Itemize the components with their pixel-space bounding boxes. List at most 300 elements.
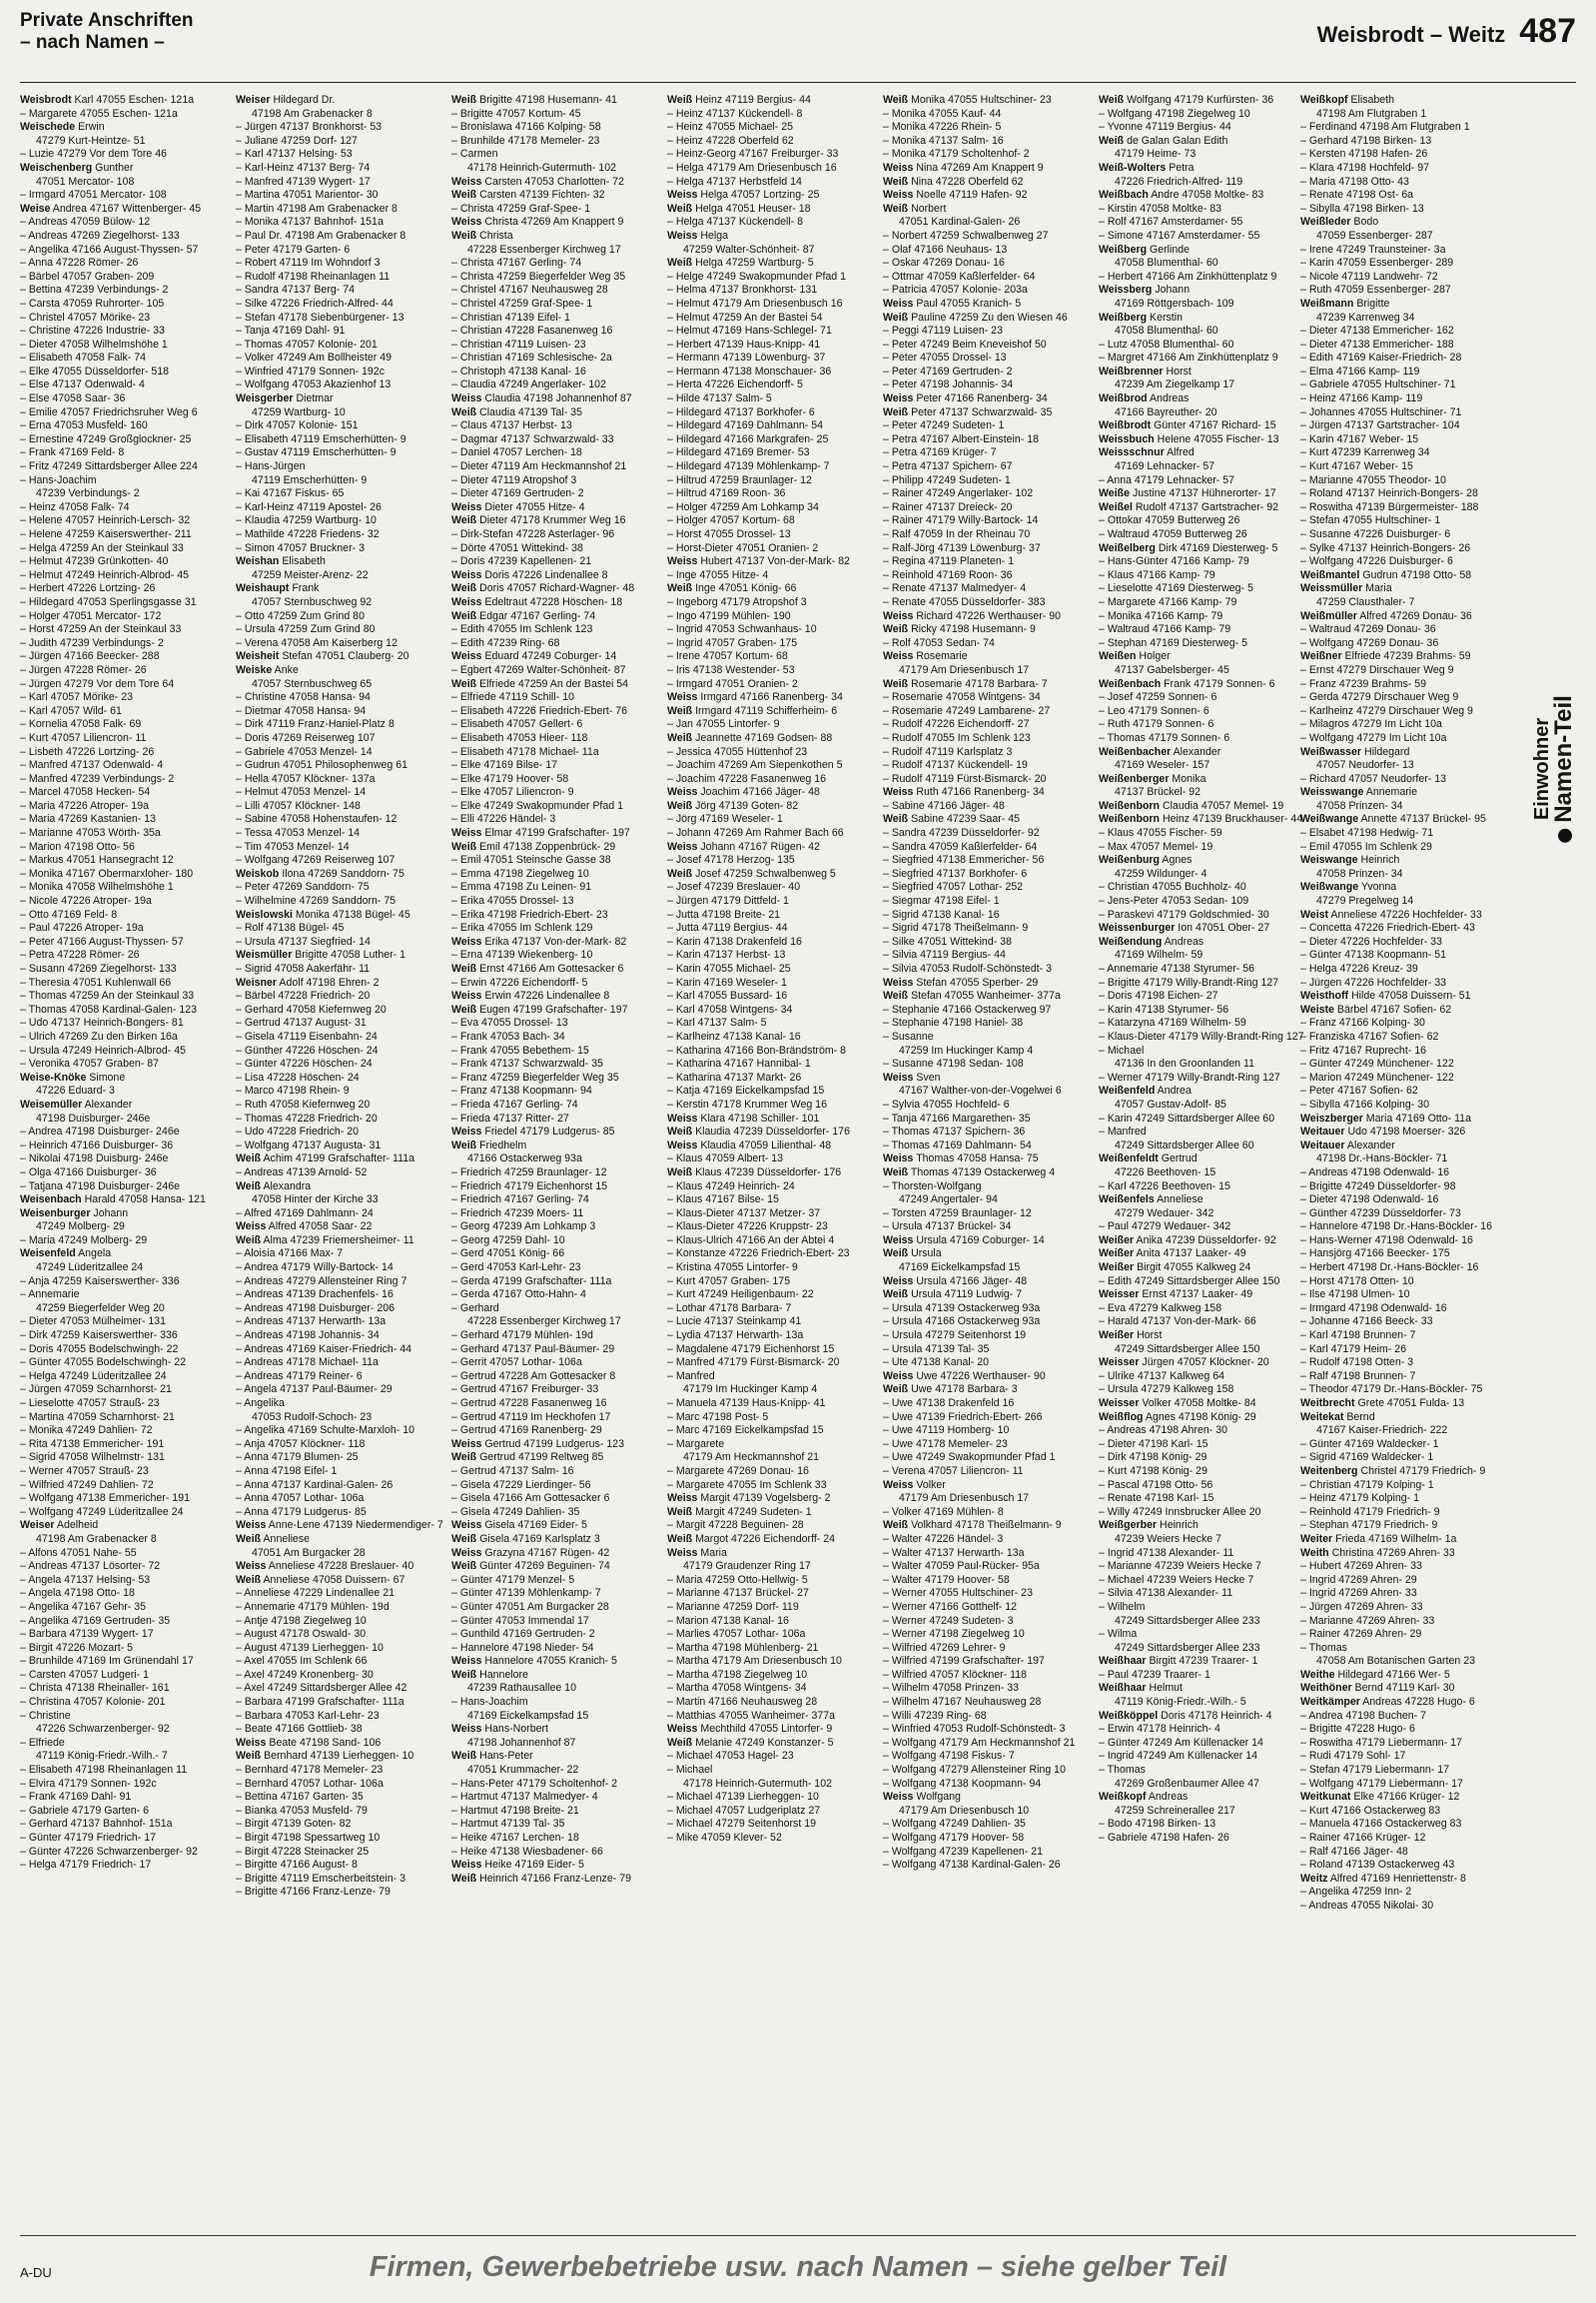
directory-entry: – Roland 47137 Heinrich-Bongers- 28 [1300, 487, 1478, 500]
directory-entry: – Heinrich 47166 Duisburger- 36 [20, 1139, 174, 1152]
directory-entry: Weiß Sabine 47239 Saar- 45 [883, 813, 1021, 826]
directory-entry: – Helga 47179 Am Driesenbusch 16 [667, 161, 837, 174]
directory-entry: 47179 Am Driesenbusch 10 [899, 1804, 1030, 1817]
directory-entry: 47249 Molberg- 29 [36, 1220, 125, 1233]
directory-entry: – Gerhard 47137 Bahnhof- 151a [20, 1818, 173, 1831]
directory-entry: – Sabine 47058 Hohenstaufen- 12 [236, 813, 398, 826]
directory-entry: – Horst 47178 Otten- 10 [1300, 1274, 1414, 1287]
directory-entry: – Wolfgang 47137 Augusta- 31 [236, 1139, 382, 1152]
directory-entry: Weiss Christa 47269 Am Knappert 9 [451, 216, 624, 229]
directory-entry: – Axel 47055 Im Schlenk 66 [236, 1655, 368, 1668]
directory-entry: – Walter 47226 Händel- 3 [883, 1532, 1004, 1545]
directory-entry: 47259 Schreinerallee 217 [1115, 1804, 1235, 1817]
directory-entry: Weiss Alfred 47058 Saar- 22 [236, 1220, 373, 1233]
directory-entry: – Gerhard 47198 Birken- 13 [1300, 134, 1432, 147]
directory-entry: – Katharina 47137 Markt- 26 [667, 1071, 802, 1084]
directory-entry: – Elisabeth 47119 Emscherhütten- 9 [236, 432, 406, 445]
directory-entry: – Franz 47239 Brahms- 59 [1300, 677, 1427, 690]
directory-entry: – Elvira 47179 Sonnen- 192c [20, 1777, 157, 1790]
directory-entry: Weissberg Johann [1099, 284, 1191, 297]
directory-entry: Weiß Rosemarie 47178 Barbara- 7 [883, 677, 1048, 690]
directory-entry: – Elisabeth 47198 Rheinanlagen 11 [20, 1764, 188, 1777]
directory-entry: – Katja 47169 Eickelkampsfad 15 [667, 1085, 825, 1098]
directory-entry: – Thomas 47179 Sonnen- 6 [1099, 731, 1230, 744]
directory-entry: – Volker 47169 Mühlen- 8 [883, 1505, 1004, 1518]
directory-entry: – Doris 47239 Kapellenen- 21 [451, 555, 592, 568]
directory-entry: – Wolfgang 47179 Hoover- 58 [883, 1832, 1025, 1844]
directory-entry: – Peter 47166 August-Thyssen- 57 [20, 935, 184, 948]
directory-entry: Weiss Thomas 47058 Hansa- 75 [883, 1152, 1039, 1165]
directory-entry: – Silvia 47119 Bergius- 44 [883, 949, 1006, 962]
directory-entry: – Eva 47279 Kalkweg 158 [1099, 1301, 1222, 1314]
directory-entry: – Josef 47178 Herzog- 135 [667, 854, 795, 867]
directory-entry: – Gertrud 47228 Fasanenweg 16 [451, 1397, 607, 1409]
directory-entry: – Lisa 47228 Höschen- 24 [236, 1071, 360, 1084]
directory-entry: Weiss Helga 47057 Lortzing- 25 [667, 189, 820, 202]
directory-entry: – Marlies 47057 Lothar- 106a [667, 1628, 806, 1641]
directory-entry: – Manfred 47179 Fürst-Bismarck- 20 [667, 1356, 840, 1369]
directory-entry: – Birgit 47139 Goten- 82 [236, 1818, 352, 1831]
directory-entry: Weiß Pauline 47259 Zu den Wiesen 46 [883, 311, 1068, 324]
directory-entry: – Klaudia 47259 Wartburg- 10 [236, 514, 377, 527]
directory-entry: 47058 Am Botanischen Garten 23 [1316, 1655, 1476, 1668]
directory-entry: Weißbach Andre 47058 Moltke- 83 [1099, 189, 1264, 202]
directory-entry: – Katarzyna 47169 Wilhelm- 59 [1099, 1017, 1246, 1030]
directory-entry: Weiß Josef 47259 Schwalbenweg 5 [667, 867, 836, 880]
directory-entry: – Willi 47239 Ring- 68 [883, 1709, 987, 1722]
directory-entry: – Thomas 47057 Kolonie- 201 [236, 338, 378, 351]
directory-entry: Weiske Anke [236, 663, 299, 676]
directory-entry: – Andreas 47198 Odenwald- 16 [1300, 1165, 1450, 1178]
directory-entry: – Dirk 47119 Franz-Haniel-Platz 8 [236, 718, 395, 731]
directory-entry: – Ernst 47279 Dirschauer Weg 9 [1300, 663, 1454, 676]
directory-entry: 47259 Im Huckinger Kamp 4 [899, 1044, 1034, 1057]
directory-entry: – Andrea 47198 Buchen- 7 [1300, 1709, 1427, 1722]
directory-entry: – Lutz 47058 Blumenthal- 60 [1099, 338, 1234, 351]
directory-entry: – Gunthild 47169 Gertruden- 2 [451, 1628, 595, 1641]
directory-entry: Weiss Irmgard 47166 Ranenberg- 34 [667, 691, 843, 704]
section-title-line1: Private Anschriften [20, 10, 194, 31]
directory-entry: – Maria 47269 Kastanien- 13 [20, 813, 157, 826]
directory-entry: 47226 Eduard- 3 [36, 1085, 115, 1098]
directory-entry: – Horst 47055 Drossel- 13 [667, 528, 791, 540]
directory-entry: 47178 Heinrich-Gutermuth- 102 [683, 1777, 832, 1790]
directory-entry: Weiß Inge 47051 König- 66 [667, 582, 797, 595]
directory-entry: – Annemarie 47138 Styrumer- 56 [1099, 963, 1255, 975]
directory-entry: – Birgit 47228 Steinacker 25 [236, 1845, 370, 1858]
directory-entry: – Karin 47055 Michael- 25 [667, 963, 791, 975]
directory-entry: Weißhaar Birgitt 47239 Traarer- 1 [1099, 1655, 1258, 1668]
directory-entry: – Matthias 47055 Wanheimer- 377a [667, 1709, 836, 1722]
directory-entry: – Marcel 47058 Hecken- 54 [20, 786, 151, 799]
directory-entry: – Birgit 47198 Spessartweg 10 [236, 1832, 381, 1844]
directory-entry: Weiß Ursula 47119 Ludwig- 7 [883, 1288, 1023, 1301]
directory-entry: – Karl 47226 Beethoven- 15 [1099, 1179, 1230, 1192]
directory-entry: – Sandra 47239 Düsseldorfer- 92 [883, 827, 1040, 840]
directory-entry: – Iris 47138 Westender- 53 [667, 663, 795, 676]
directory-entry: Weiß Doris 47057 Richard-Wagner- 48 [451, 582, 635, 595]
directory-entry: 47057 Gustav-Adolf- 85 [1115, 1098, 1226, 1111]
directory-entry: – Ursula 47279 Seitenhorst 19 [883, 1329, 1027, 1342]
directory-entry: – Gerhard [451, 1301, 499, 1314]
directory-entry: – Maria 47249 Molberg- 29 [20, 1233, 148, 1246]
directory-entry: Weißmann Brigitte [1300, 297, 1390, 310]
directory-entry: – Helene 47259 Kaiserswerther- 211 [20, 528, 192, 540]
directory-entry: – Monika 47137 Bahnhof- 151a [236, 216, 384, 229]
directory-entry: Weiß Hannelore [451, 1668, 528, 1681]
directory-entry: – Günter 47179 Menzel- 5 [451, 1573, 575, 1586]
directory-entry: – Jessica 47055 Hüttenhof 23 [667, 745, 808, 758]
directory-entry: – Peter 47198 Johannis- 34 [883, 379, 1014, 391]
directory-entry: – Klaus 47055 Fischer- 59 [1099, 827, 1222, 840]
directory-entry: – Elisabeth 47226 Friedrich-Ebert- 76 [451, 704, 628, 717]
directory-entry: – Walter 47179 Hoover- 58 [883, 1573, 1010, 1586]
directory-entry: Weißenborn Heinz 47139 Bruckhauser- 44 [1099, 813, 1303, 826]
directory-entry: – Helmut 47179 Am Driesenbusch 16 [667, 297, 843, 310]
directory-entry: – Emil 47055 Im Schlenk 29 [1300, 840, 1432, 853]
directory-entry: – Thomas 47259 An der Steinkaul 33 [20, 990, 195, 1003]
directory-entry: 47051 Mercator- 108 [36, 175, 135, 188]
directory-entry: – Anja 47057 Klöckner- 118 [236, 1437, 366, 1450]
directory-entry: 47226 Beethoven- 15 [1115, 1165, 1216, 1178]
directory-entry: Weiss Mechthild 47055 Lintorfer- 9 [667, 1723, 833, 1736]
directory-entry: 47198 Dr.-Hans-Böckler- 71 [1316, 1152, 1448, 1165]
directory-entry: – Petra 47137 Spichern- 67 [883, 460, 1013, 473]
directory-entry: 47239 Verbindungs- 2 [36, 487, 140, 500]
directory-entry: – Claus 47137 Herbst- 13 [451, 419, 572, 432]
directory-entry: – Friedrich 47259 Braunlager- 12 [451, 1165, 607, 1178]
directory-entry: Weisthoff Hilde 47058 Duissern- 51 [1300, 990, 1471, 1003]
directory-entry: 47198 Duisburger- 246e [36, 1112, 151, 1125]
directory-entry: – Hartmut 47139 Tal- 35 [451, 1818, 565, 1831]
directory-entry: – Tatjana 47198 Duisburger- 246e [20, 1179, 181, 1192]
directory-entry: – Maria 47259 Otto-Hellwig- 5 [667, 1573, 808, 1586]
directory-entry: – Wilfried 47199 Grafschafter- 197 [883, 1655, 1045, 1668]
directory-entry: – Georg 47259 Dahl- 10 [451, 1233, 565, 1246]
directory-entry: – Dieter 47138 Emmericher- 188 [1300, 338, 1454, 351]
directory-entry: Weiss Claudia 47198 Johannenhof 87 [451, 392, 632, 405]
directory-entry: Weiss Klara 47198 Schiller- 101 [667, 1112, 820, 1125]
directory-entry: – Karl-Heinz 47119 Apostel- 26 [236, 500, 382, 513]
directory-entry: – Christina 47057 Kolonie- 201 [20, 1696, 166, 1709]
directory-entry: – Rudolf 47137 Kückendell- 19 [883, 759, 1028, 772]
directory-entry: 47119 König-Friedr.-Wilh.- 5 [1115, 1696, 1246, 1709]
directory-entry: – Else 47137 Odenwald- 4 [20, 379, 145, 391]
directory-entry: Weiß Volkhard 47178 Theißelmann- 9 [883, 1519, 1062, 1532]
directory-entry: – Rosemarie 47249 Lambarene- 27 [883, 704, 1051, 717]
directory-entry: – Wolfgang 47249 Dahlien- 35 [883, 1818, 1026, 1831]
directory-entry: 47169 Eickelkampsfad 15 [899, 1261, 1021, 1274]
directory-entry: – Anna 47179 Blumen- 25 [236, 1451, 359, 1464]
directory-entry: Weiß Helga 47259 Wartburg- 5 [667, 257, 814, 270]
directory-entry: – Stephanie 47198 Haniel- 38 [883, 1017, 1024, 1030]
directory-entry: – Herta 47226 Eichendorff- 5 [667, 379, 803, 391]
directory-entry: – Rudi 47179 Sohl- 17 [1300, 1750, 1406, 1763]
directory-entry: – Kurt 47166 Ostackerweg 83 [1300, 1804, 1441, 1817]
directory-entry: – Werner 47055 Hultschiner- 23 [883, 1587, 1033, 1600]
directory-entry: – Wolfgang 47269 Donau- 36 [1300, 636, 1439, 649]
directory-entry: – Veronika 47057 Graben- 87 [20, 1058, 159, 1071]
directory-entry: – Werner 47166 Gotthelf- 12 [883, 1600, 1018, 1613]
directory-entry: Weißkopf Andreas [1099, 1791, 1189, 1804]
directory-entry: – Helmut 47249 Heinrich-Albrod- 45 [20, 568, 189, 581]
directory-entry: – Juliane 47259 Dorf- 127 [236, 134, 358, 147]
directory-entry: – Christian 47055 Buchholz- 40 [1099, 881, 1246, 894]
directory-entry: Weist Anneliese 47226 Hochfelder- 33 [1300, 908, 1482, 921]
directory-entry: 47249 Angertaler- 94 [899, 1193, 998, 1206]
directory-entry: – Hans-Günter 47166 Kamp- 79 [1099, 555, 1249, 568]
directory-entry: – Andreas 47269 Ziegelhorst- 133 [20, 229, 180, 242]
page-number: 487 [1519, 12, 1576, 50]
directory-entry: 47179 Am Driesenbusch 17 [899, 1492, 1030, 1505]
directory-entry: Weiss Volker [883, 1478, 946, 1491]
directory-entry: – Theresia 47051 Kuhlenwall 66 [20, 976, 172, 989]
directory-entry: – Wilma [1099, 1628, 1138, 1641]
directory-entry: – Helene 47057 Heinrich-Lersch- 32 [20, 514, 191, 527]
directory-entry: – Sigrid 47178 Theißelmann- 9 [883, 922, 1029, 935]
directory-entry: – Ferdinand 47198 Am Flutgraben 1 [1300, 121, 1470, 134]
directory-entry: Weith Christina 47269 Ahren- 33 [1300, 1546, 1455, 1559]
directory-entry: – Michael 47057 Ludgeriplatz 27 [667, 1804, 821, 1817]
directory-entry: – Wolfgang 47053 Akazienhof 13 [236, 379, 392, 391]
directory-entry: – Christel 47259 Graf-Spee- 1 [451, 297, 593, 310]
directory-entry: – Dieter 47119 Atropshof 3 [451, 473, 577, 486]
directory-entry: – Rainer 47269 Ahren- 29 [1300, 1628, 1422, 1641]
directory-entry: – Klaus 47059 Albert- 13 [667, 1152, 784, 1165]
directory-entry: – Erwin 47226 Eichendorff- 5 [451, 976, 588, 989]
directory-entry: – Stephanie 47166 Ostackerweg 97 [883, 1003, 1052, 1016]
directory-entry: – Michael 47053 Hagel- 23 [667, 1750, 794, 1763]
directory-entry: Weiß Helga 47051 Heuser- 18 [667, 202, 811, 215]
directory-entry: 47169 Eickelkampsfad 15 [467, 1709, 589, 1722]
directory-entry: – Johannes 47055 Hultschiner- 71 [1300, 405, 1462, 418]
directory-entry: – Stephan 47179 Friedrich- 9 [1300, 1519, 1438, 1532]
directory-entry: – Susann 47269 Ziegelhorst- 133 [20, 963, 177, 975]
directory-entry: – Hella 47057 Klöckner- 137a [236, 772, 376, 785]
directory-entry: – Horst-Dieter 47051 Oranien- 2 [667, 541, 819, 554]
directory-entry: – Marianne 47055 Theodor- 10 [1300, 473, 1446, 486]
directory-entry: 47137 Gabelsberger- 45 [1115, 663, 1229, 676]
directory-entry: Weiß Achim 47199 Grafschafter- 111a [236, 1152, 415, 1165]
directory-entry: Weise-Knöke Simone [20, 1071, 126, 1084]
directory-entry: – Reinhold 47179 Friedrich- 9 [1300, 1505, 1440, 1518]
directory-entry: – Wolfgang 47269 Reiserweg 107 [236, 854, 396, 867]
directory-entry: – Kai 47167 Fiskus- 65 [236, 487, 345, 500]
directory-entry: – Dirk 47259 Kaiserswerther- 336 [20, 1329, 178, 1342]
directory-entry: – Anna 47179 Lehnacker- 57 [1099, 473, 1235, 486]
directory-entry: 47058 Prinzen- 34 [1316, 799, 1403, 812]
directory-entry: Weiß Alma 47239 Friemersheimer- 11 [236, 1233, 414, 1246]
directory-entry: – Gertrud 47228 Am Gottesacker 8 [451, 1369, 616, 1382]
directory-entry: – Elke 47179 Hoover- 58 [451, 772, 569, 785]
directory-entry: – Christa 47259 Biegerfelder Weg 35 [451, 270, 626, 283]
directory-entry: Weiß Klaudia 47239 Düsseldorfer- 176 [667, 1126, 850, 1139]
directory-entry: – Max 47057 Memel- 19 [1099, 840, 1213, 853]
directory-entry: – Paul 47239 Traarer- 1 [1099, 1668, 1210, 1681]
directory-entry: – Renate 47198 Karl- 15 [1099, 1492, 1214, 1505]
directory-entry: Weissbuch Helene 47055 Fischer- 13 [1099, 432, 1279, 445]
directory-entry: – Gerrit 47057 Lothar- 106a [451, 1356, 582, 1369]
directory-entry: – Elke 47249 Swakopmunder Pfad 1 [451, 799, 623, 812]
directory-entry: – Tim 47053 Menzel- 14 [236, 840, 350, 853]
directory-entry: – Martha 47179 Am Driesenbusch 10 [667, 1655, 842, 1668]
directory-entry: – Hildegard 47169 Bremer- 53 [667, 446, 810, 459]
directory-entry: – Margarete 47055 Im Schlenk 33 [667, 1478, 827, 1491]
directory-entry: – Lisbeth 47226 Lortzing- 26 [20, 745, 155, 758]
directory-entry: – Martha 47058 Wintgens- 34 [667, 1682, 807, 1695]
directory-entry: 47169 Röttgersbach- 109 [1115, 297, 1234, 310]
directory-entry: 47166 Ostackerweg 93a [467, 1152, 582, 1165]
directory-entry: Weiss Gisela 47169 Eider- 5 [451, 1519, 587, 1532]
directory-entry: Weiss Sven [883, 1071, 941, 1084]
directory-entry: – Carsta 47059 Ruhrorter- 105 [20, 297, 165, 310]
directory-entry: – Helma 47137 Bronkhorst- 131 [667, 284, 818, 297]
directory-entry: – Stephan 47169 Diesterweg- 5 [1099, 636, 1248, 649]
directory-entry: 47051 Am Burgacker 28 [252, 1546, 366, 1559]
directory-entry: – Andreas 47137 Herwarth- 13a [236, 1315, 387, 1328]
directory-entry: Weiss Stefan 47055 Sperber- 29 [883, 976, 1039, 989]
directory-entry: Weiß Emil 47138 Zoppenbrück- 29 [451, 840, 616, 853]
directory-entry: Weißmantel Gudrun 47198 Otto- 58 [1300, 568, 1472, 581]
directory-entry: – Andreas 47055 Nikolai- 30 [1300, 1899, 1434, 1912]
directory-entry: – Monika 47249 Dahlien- 72 [20, 1424, 153, 1437]
directory-entry: – Wilhelm 47167 Neuhausweg 28 [883, 1696, 1042, 1709]
directory-entry: Weisner Adolf 47198 Ehren- 2 [236, 976, 380, 989]
directory-entry: 47137 Brückel- 92 [1115, 786, 1200, 799]
directory-entry: – Ralf 47198 Brunnen- 7 [1300, 1369, 1416, 1382]
directory-entry: Weiss Richard 47226 Werthauser- 90 [883, 609, 1062, 622]
directory-entry: – Gisela 47166 Am Gottesacker 6 [451, 1492, 610, 1505]
directory-entry: 47051 Kardinal-Galen- 26 [899, 216, 1021, 229]
directory-entry: Weiss Eduard 47249 Coburger- 14 [451, 650, 617, 663]
directory-entry: – Andreas 47169 Kaiser-Friedrich- 44 [236, 1342, 412, 1355]
directory-entry: – Judith 47239 Verbindungs- 2 [20, 636, 164, 649]
directory-entry: – Christine [20, 1709, 71, 1722]
directory-entry: Weiss Ursula 47169 Coburger- 14 [883, 1233, 1045, 1246]
directory-entry: – Klaus 47166 Kamp- 79 [1099, 568, 1215, 581]
directory-entry: – Gudrun 47051 Philosophenweg 61 [236, 759, 407, 772]
directory-entry: – Hansjörg 47166 Beecker- 175 [1300, 1247, 1450, 1260]
directory-entry: Weitauer Udo 47198 Moerser- 326 [1300, 1126, 1466, 1139]
directory-entry: – Waltraud 47269 Donau- 36 [1300, 623, 1436, 636]
directory-entry: – Petra 47169 Krüger- 7 [883, 446, 997, 459]
directory-entry: Weißgerber Heinrich [1099, 1519, 1198, 1532]
directory-entry: – Wolfgang 47239 Kapellenen- 21 [883, 1845, 1044, 1858]
directory-entry: – Friedrich 47167 Gerling- 74 [451, 1193, 589, 1206]
name-range: Weisbrodt – Weitz [1316, 22, 1506, 47]
directory-entry: – Peter 47269 Sanddorn- 75 [236, 881, 370, 894]
directory-entry: 47259 Clausthaler- 7 [1316, 595, 1415, 608]
footer-slogan: Firmen, Gewerbebetriebe usw. nach Namen – siehe gelber Teil [369, 2251, 1227, 2283]
directory-entry: – Manuela 47166 Ostackerweg 83 [1300, 1818, 1462, 1831]
directory-entry: – Lydia 47137 Herwarth- 13a [667, 1329, 804, 1342]
directory-entry: – Heinz 47228 Oberfeld 62 [667, 134, 794, 147]
directory-entry: – Siegmar 47198 Eifel- 1 [883, 895, 1000, 908]
directory-entry: – Stefan 47178 Siebenbürgener- 13 [236, 311, 404, 324]
directory-entry: – Beate 47166 Gottlieb- 38 [236, 1723, 363, 1736]
directory-entry: Weisser Jürgen 47057 Klöckner- 20 [1099, 1356, 1269, 1369]
directory-entry: – Uwe 47249 Swakopmunder Pfad 1 [883, 1451, 1056, 1464]
directory-entry: – Brigitte 47228 Hugo- 6 [1300, 1723, 1415, 1736]
directory-entry: – Werner 47179 Willy-Brandt-Ring 127 [1099, 1071, 1280, 1084]
directory-entry: – Peggi 47119 Luisen- 23 [883, 325, 1003, 338]
directory-entry: – Doris 47269 Reiserweg 107 [236, 731, 376, 744]
directory-entry: – Gerhard 47137 Paul-Bäumer- 29 [451, 1342, 615, 1355]
directory-entry: – Sigrid 47169 Waldecker- 1 [1300, 1451, 1434, 1464]
directory-entry: – Luzie 47279 Vor dem Tore 46 [20, 148, 168, 161]
directory-entry: – Karl 47179 Heim- 26 [1300, 1342, 1406, 1355]
directory-entry: Weiss Ruth 47166 Ranenberg- 34 [883, 786, 1045, 799]
directory-entry: – Emil 47051 Steinsche Gasse 38 [451, 854, 611, 867]
directory-entry: – Otto 47259 Zum Grind 80 [236, 609, 365, 622]
directory-entry: – Günter 47051 Am Burgacker 28 [451, 1600, 609, 1613]
directory-entry: – Ruth 47058 Kiefernweg 20 [236, 1098, 371, 1111]
directory-entry: Weiss Nina 47269 Am Knappert 9 [883, 161, 1044, 174]
directory-entry: – Anna 47179 Ludgerus- 85 [236, 1505, 367, 1518]
directory-entry: – Oskar 47269 Donau- 16 [883, 257, 1005, 270]
directory-entry: – Sandra 47059 Kaßlerfelder- 64 [883, 840, 1038, 853]
directory-entry: Weiswange Heinrich [1300, 854, 1400, 867]
side-tab-line2: Namen-Teil [1550, 695, 1577, 823]
directory-entry: Weishan Elisabeth [236, 555, 326, 568]
directory-entry: Weißwasser Hildegard [1300, 745, 1410, 758]
directory-entry: – Brunhilde 47169 Im Grünendahl 17 [20, 1655, 194, 1668]
directory-entry: – Ingrid 47138 Alexander- 11 [1099, 1546, 1234, 1559]
directory-entry: – Brigitte 47249 Düsseldorfer- 98 [1300, 1179, 1456, 1192]
directory-entry: Weißenfeld Andrea [1099, 1085, 1192, 1098]
directory-entry: – Karin 47137 Herbst- 13 [667, 949, 786, 962]
directory-entry: – Rudolf 47119 Karlsplatz 3 [883, 745, 1013, 758]
directory-entry: Weiß Heinz 47119 Bergius- 44 [667, 94, 811, 106]
directory-entry: – Gisela 47119 Eisenbahn- 24 [236, 1030, 378, 1043]
directory-entry: – Manfred 47139 Wygert- 17 [236, 175, 371, 188]
directory-entry: – Hannelore 47198 Nieder- 54 [451, 1641, 594, 1654]
directory-entry: Weiss Klaudia 47059 Lilienthal- 48 [667, 1139, 832, 1152]
directory-entry: Weiß Ursula [883, 1247, 942, 1260]
directory-entry: – Elke 47057 Liliencron- 9 [451, 786, 574, 799]
directory-entry: – Marianne 47269 Ahren- 33 [1300, 1614, 1435, 1627]
directory-entry: – Hans-Joachim [20, 473, 97, 486]
directory-entry: – Ursula 47137 Brückel- 34 [883, 1220, 1012, 1233]
directory-entry: – Wolfgang 47279 Im Licht 10a [1300, 731, 1447, 744]
header-range-group [1317, 12, 1576, 51]
directory-entry: – Günter 47249 Münchener- 122 [1300, 1058, 1454, 1071]
directory-entry: – Wolfgang 47198 Fiskus- 7 [883, 1750, 1015, 1763]
directory-entry: 47169 Weseler- 157 [1115, 759, 1210, 772]
directory-entry: Weisswange Annemarie [1300, 786, 1417, 799]
directory-entry: – Peter 47169 Gertruden- 2 [883, 365, 1013, 378]
directory-entry: – Peter 47167 Sofien- 62 [1300, 1085, 1418, 1098]
directory-entry: – Christian 47179 Kolping- 1 [1300, 1478, 1434, 1491]
directory-columns [20, 94, 1303, 2221]
directory-entry: – Manfred [1099, 1126, 1147, 1139]
directory-entry: Weisser Volker 47058 Moltke- 84 [1099, 1397, 1256, 1409]
directory-entry: – Sigrid 47138 Kanal- 16 [883, 908, 1000, 921]
directory-entry: – Lieselotte 47057 Strauß- 23 [20, 1397, 160, 1409]
directory-entry: 47169 Wilhelm- 59 [1115, 949, 1203, 962]
directory-entry: – Walter 47059 Paul-Rücker- 95a [883, 1560, 1040, 1573]
directory-entry: – Susanne 47198 Sedan- 108 [883, 1058, 1024, 1071]
directory-entry: – Anna 47228 Römer- 26 [20, 257, 139, 270]
directory-entry: – Marc 47198 Post- 5 [667, 1410, 769, 1423]
directory-entry: 47059 Essenberger- 287 [1316, 229, 1433, 242]
directory-entry: – Andreas 47137 Lösorter- 72 [20, 1560, 161, 1573]
section-side-tab [1530, 639, 1576, 899]
directory-entry: – Hans-Peter 47179 Scholtenhof- 2 [451, 1777, 618, 1790]
directory-entry: Weiß Klaus 47239 Düsseldorfer- 176 [667, 1165, 842, 1178]
directory-entry: – Erwin 47178 Heinrich- 4 [1099, 1723, 1220, 1736]
directory-entry: 47198 Am Grabenacker 8 [36, 1532, 157, 1545]
